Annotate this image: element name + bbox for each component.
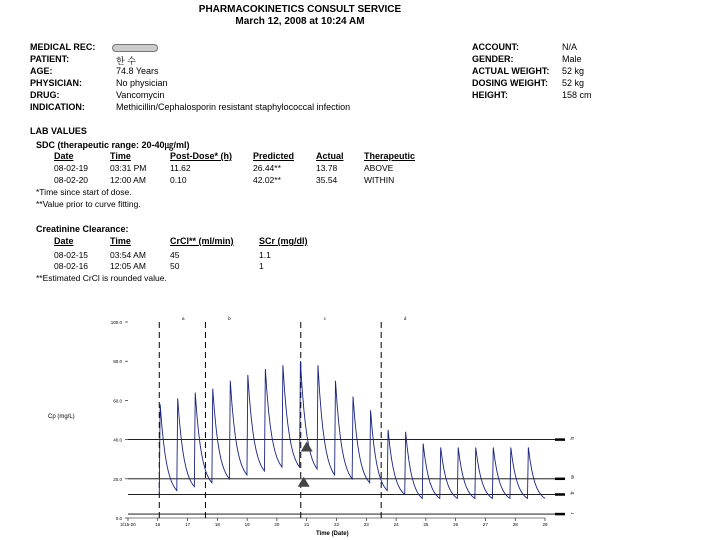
age-label: AGE: [30, 66, 53, 76]
x-tick-label: 2/15-20 [120, 522, 136, 527]
actual-weight-value: 52 kg [562, 66, 585, 76]
sdc-header-time: Time [110, 151, 131, 161]
sdc-header-predicted: Predicted [253, 151, 295, 161]
x-tick-label: 18 [214, 522, 220, 527]
crcl-header-crcl: CrCl** (ml/min) [170, 236, 234, 246]
table-cell: 1 [259, 261, 264, 271]
reference-line-label: r [570, 512, 576, 515]
x-axis-label: Time (Date) [316, 531, 349, 537]
patient-label: PATIENT: [30, 54, 70, 64]
physician-value: No physician [116, 78, 168, 88]
table-cell: 13.78 [316, 163, 338, 173]
table-cell: 35.54 [316, 175, 338, 185]
x-tick-label: 26 [453, 522, 459, 527]
x-tick-label: 22 [333, 522, 340, 527]
sdc-header-therapeutic: Therapeutic [364, 151, 416, 161]
table-cell: 1.1 [259, 250, 271, 260]
x-tick-label: 20 [274, 522, 280, 527]
reference-line-label: tr [570, 491, 576, 495]
table-cell: 08-02-15 [54, 250, 89, 260]
y-tick-label: 60.0 [113, 398, 122, 404]
dosing-weight-value: 52 kg [562, 78, 585, 88]
account-label: ACCOUNT: [472, 42, 519, 52]
y-tick-label: 100.0 [110, 320, 122, 325]
report-datetime: March 12, 2008 at 10:24 AM [235, 16, 365, 27]
medical-rec-label: MEDICAL REC: [30, 42, 96, 52]
sdc-header-date: Date [54, 151, 74, 161]
dose-change-label: a [182, 316, 185, 321]
table-cell: 03:54 AM [110, 250, 146, 260]
y-tick-label: 20.0 [113, 476, 122, 482]
y-axis-label: Cp (mg/L) [48, 414, 75, 420]
dosing-weight-label: DOSING WEIGHT: [472, 78, 548, 88]
height-value: 158 cm [562, 90, 592, 100]
sdc-note: *Time since start of dose. [36, 187, 132, 197]
x-tick-label: 27 [482, 522, 488, 527]
crcl-header-scr: SCr (mg/dl) [259, 236, 308, 246]
report-title: PHARMACOKINETICS CONSULT SERVICE [198, 4, 402, 15]
gender-label: GENDER: [472, 54, 514, 64]
table-cell: 11.62 [170, 163, 191, 173]
concentration-curve [159, 361, 545, 498]
dose-change-label: c [323, 316, 326, 321]
crcl-title: Creatinine Clearance: [36, 224, 129, 234]
y-tick-label: 40.0 [113, 437, 122, 443]
reference-line-label: w [570, 475, 576, 479]
table-cell: 08-02-16 [54, 261, 89, 271]
physician-label: PHYSICIAN: [30, 78, 83, 88]
crcl-header-time: Time [110, 236, 131, 246]
table-cell: ABOVE [364, 163, 394, 173]
table-cell: 42.02** [253, 175, 281, 185]
table-cell: WITHIN [364, 175, 395, 185]
lab-values-title: LAB VALUES [30, 126, 87, 136]
dose-change-label: b [228, 316, 231, 321]
x-tick-label: 23 [363, 522, 369, 527]
crcl-note: **Estimated CrCl is rounded value. [36, 273, 167, 283]
table-cell: 08-02-20 [54, 175, 89, 185]
patient-value: 한 수 [116, 56, 136, 66]
table-cell: 12:05 AM [110, 261, 146, 271]
sdc-header-actual: Actual [316, 151, 344, 161]
medical-rec-redaction [112, 44, 158, 52]
table-cell: 12:00 AM [110, 175, 146, 185]
crcl-header-date: Date [54, 236, 74, 246]
x-tick-label: 17 [185, 522, 191, 527]
table-cell: 08-02-19 [54, 163, 89, 173]
measured-level-marker [301, 441, 313, 451]
x-tick-label: 16 [155, 522, 161, 527]
x-tick-label: 24 [393, 522, 399, 527]
y-tick-label: 0.0 [115, 516, 122, 521]
sdc-title: SDC (therapeutic range: 20-40㎍/ml) [36, 140, 190, 150]
gender-value: Male [562, 54, 582, 64]
y-tick-label: 80.0 [113, 359, 122, 365]
x-tick-label: 28 [512, 522, 518, 527]
sdc-header-postdose: Post-Dose* (h) [170, 151, 233, 161]
table-cell: 03:31 PM [110, 163, 147, 173]
x-tick-label: 19 [244, 522, 250, 527]
sdc-note: **Value prior to curve fitting. [36, 199, 141, 209]
actual-weight-label: ACTUAL WEIGHT: [472, 66, 550, 76]
age-value: 74.8 Years [116, 66, 159, 76]
drug-label: DRUG: [30, 90, 60, 100]
table-cell: 0.10 [170, 175, 187, 185]
drug-value: Vancomycin [116, 90, 165, 100]
indication-label: INDICATION: [30, 102, 85, 112]
table-cell: 26.44** [253, 163, 281, 173]
table-cell: 45 [170, 250, 180, 260]
measured-level-marker [298, 477, 310, 487]
dose-change-label: d [403, 316, 407, 321]
table-cell: 50 [170, 261, 180, 271]
x-tick-label: 29 [542, 522, 548, 527]
indication-value: Methicillin/Cephalosporin resistant staphylococcal infection [116, 102, 351, 112]
account-value: N/A [562, 42, 578, 52]
x-tick-label: 25 [423, 522, 429, 527]
height-label: HEIGHT: [472, 90, 508, 100]
reference-line-label: h [570, 436, 576, 440]
x-tick-label: 21 [304, 522, 310, 527]
